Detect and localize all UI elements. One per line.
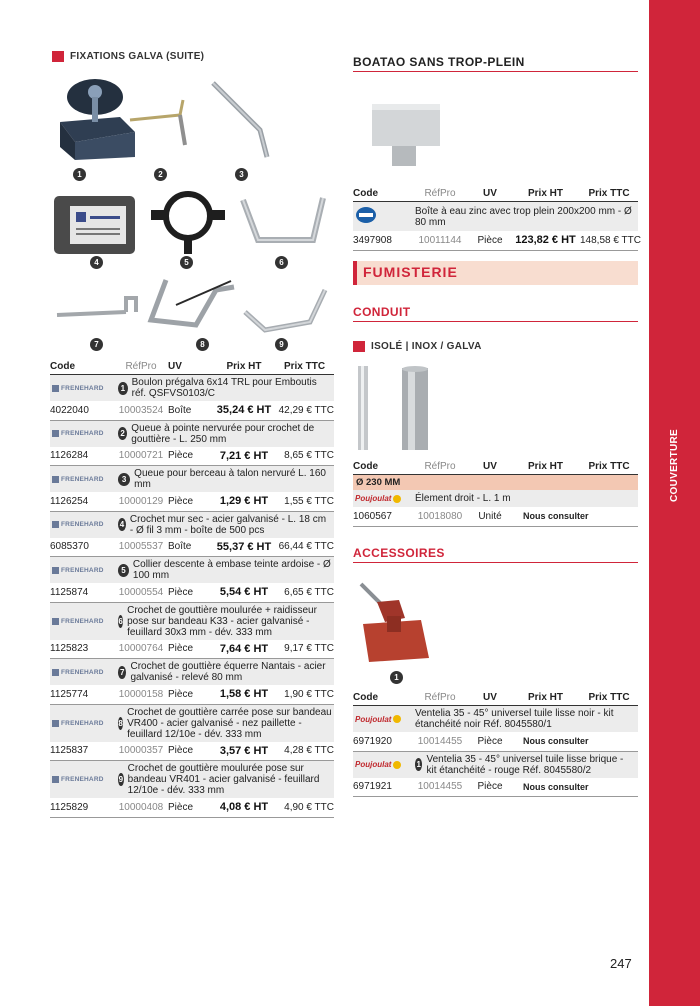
table-header — [353, 690, 638, 706]
price-ttc: 1,55 € TTC — [275, 492, 334, 511]
table-row — [50, 375, 334, 402]
price-ht: 7,21 € HT — [213, 447, 275, 466]
product-uv: Pièce — [168, 685, 213, 704]
page-number: 247 — [610, 956, 632, 971]
item-number-badge: 2 — [118, 427, 127, 440]
product-code: 6971920 — [353, 732, 411, 751]
brand-mark-icon — [52, 521, 59, 528]
table-row — [50, 761, 334, 799]
product-description — [114, 466, 334, 493]
price-ht: 55,37 € HT — [213, 538, 275, 557]
col-ref: RéfPro — [114, 359, 168, 375]
price-consult: Nous consulter — [511, 732, 638, 751]
table-row — [353, 202, 638, 232]
table-row — [353, 507, 638, 526]
col-uv: UV — [168, 359, 213, 375]
badge-2: 2 — [154, 168, 167, 181]
col-ttc: Prix TTC — [580, 186, 638, 202]
product-code: 1125874 — [50, 583, 114, 602]
table-row — [353, 490, 638, 507]
brand-name: Poujoulat — [355, 494, 392, 503]
brand-mark-icon — [52, 476, 59, 483]
product-uv: Boîte — [168, 401, 213, 420]
table-row — [50, 511, 334, 538]
brand-name: FRENEHARD — [61, 617, 104, 625]
boatao-photo — [370, 102, 442, 168]
brand-logo — [353, 202, 411, 232]
table-row — [50, 447, 334, 466]
table-row — [50, 704, 334, 742]
product-photo-3 — [205, 75, 285, 165]
product-uv: Pièce — [168, 798, 213, 817]
brand-mark-icon — [52, 776, 59, 783]
sun-icon — [393, 761, 401, 769]
badge-8: 8 — [196, 338, 209, 351]
col-ttc: Prix TTC — [580, 459, 638, 475]
brand-name: Poujoulat — [355, 714, 392, 724]
product-ref: 10000129 — [114, 492, 168, 511]
brand-mark-icon — [52, 669, 59, 676]
col-ht: Prix HT — [213, 359, 275, 375]
brand-mark-icon — [52, 567, 59, 574]
price-ht: 3,57 € HT — [213, 742, 275, 761]
col-uv: UV — [469, 690, 511, 706]
col-uv: UV — [469, 459, 511, 475]
product-description — [114, 557, 334, 584]
sun-icon — [393, 715, 401, 723]
product-code: 1125823 — [50, 640, 114, 659]
product-uv: Boîte — [168, 538, 213, 557]
product-description — [114, 659, 334, 686]
product-photo-5 — [143, 186, 233, 256]
product-code: 1125774 — [50, 685, 114, 704]
conduit-subhead-text: ISOLÉ | INOX / GALVA — [371, 341, 482, 352]
product-code: 1060567 — [353, 507, 411, 526]
table-row — [50, 685, 334, 704]
brand-name: FRENEHARD — [61, 475, 104, 483]
product-description-text: Boulon prégalva 6x14 TRL pour Emboutis réf. QSFVS0103/C — [131, 377, 317, 399]
product-code: 1125837 — [50, 742, 114, 761]
product-code: 1125829 — [50, 798, 114, 817]
brand-mark-icon — [52, 720, 59, 727]
product-code: 1126284 — [50, 447, 114, 466]
product-uv: Pièce — [469, 778, 511, 797]
product-uv: Pièce — [168, 640, 213, 659]
col-code: Code — [353, 690, 411, 706]
item-number-badge: 1 — [416, 760, 421, 769]
accessoire-photo — [355, 576, 435, 668]
col-ttc: Prix TTC — [275, 359, 334, 375]
table-row — [50, 742, 334, 761]
brand-logo — [50, 375, 114, 402]
brand-name: FRENEHARD — [61, 521, 104, 528]
badge-7: 7 — [90, 338, 103, 351]
brand-logo — [353, 490, 411, 507]
col-uv: UV — [469, 186, 511, 202]
col-ht: Prix HT — [511, 459, 580, 475]
product-description — [114, 420, 334, 447]
col-ttc: Prix TTC — [580, 690, 638, 706]
group-label: Ø 230 MM — [353, 475, 638, 491]
table-row — [50, 798, 334, 817]
red-square-icon — [353, 341, 365, 352]
price-ttc: 1,90 € TTC — [275, 685, 334, 704]
badge-accessoire: 1 — [390, 671, 403, 684]
brand-name: FRENEHARD — [61, 430, 104, 437]
brand-logo — [50, 761, 114, 799]
brand-name: FRENEHARD — [61, 668, 104, 676]
product-photo-6 — [238, 190, 328, 255]
brand-logo — [50, 557, 114, 584]
product-code: 6971921 — [353, 778, 411, 797]
table-row — [50, 420, 334, 447]
table-row — [50, 492, 334, 511]
fumisterie-banner: FUMISTERIE — [353, 261, 638, 285]
product-ref: 10000721 — [114, 447, 168, 466]
red-square-icon — [52, 51, 64, 62]
product-uv: Unité — [469, 507, 511, 526]
fixations-table — [50, 359, 334, 818]
brand-logo — [50, 466, 114, 493]
side-tab-label — [649, 400, 700, 530]
table-header — [353, 459, 638, 475]
col-code: Code — [50, 359, 114, 375]
product-description — [411, 751, 638, 778]
product-photo-9 — [240, 282, 330, 337]
price-ht: 5,54 € HT — [213, 583, 275, 602]
product-description — [411, 706, 638, 733]
table-row — [50, 538, 334, 557]
badge-3: 3 — [235, 168, 248, 181]
product-description-text: Queue à pointe nervurée pour crochet de gouttière - L. 250 mm — [131, 422, 315, 445]
side-tab-text: COUVERTURE — [669, 428, 681, 502]
conduit-table — [353, 459, 638, 527]
product-code: 3497908 — [353, 231, 411, 250]
product-description-text: Crochet mur sec - acier galvanisé - L. 18 cm - Ø fil 3 mm - boîte de 500 pcs — [129, 513, 327, 536]
col-code: Code — [353, 186, 411, 202]
sun-icon — [393, 495, 401, 503]
price-ttc: 6,65 € TTC — [275, 583, 334, 602]
price-ttc: 148,58 € TTC — [580, 231, 638, 250]
item-number-badge: 5 — [118, 564, 129, 577]
product-uv: Pièce — [168, 492, 213, 511]
table-row — [50, 583, 334, 602]
price-ht: 1,29 € HT — [213, 492, 275, 511]
brand-logo — [353, 706, 411, 733]
conduit-subheading — [353, 341, 482, 352]
brand-logo — [50, 420, 114, 447]
product-description-text: Crochet de gouttière moulurée pose sur bandeau VR401 - acier galvanisé - feuillard 12/10e - dév. 333 mm — [127, 763, 320, 796]
boatao-title: BOATAO SANS TROP-PLEIN — [353, 55, 638, 72]
price-ttc: 66,44 € TTC — [275, 538, 334, 557]
product-description-text: Crochet de gouttière moulurée + raidisseur pose sur bandeau K33 - acier galvanisé - feuillard 30x3 mm - dév. 333 mm — [127, 604, 317, 638]
conduit-title: CONDUIT — [353, 305, 638, 322]
product-ref: 10014455 — [411, 732, 469, 751]
brand-logo — [353, 751, 411, 778]
product-ref: 10000357 — [114, 742, 168, 761]
product-description-text: Collier descente à embase teinte ardoise - Ø 100 mm — [132, 559, 331, 581]
price-ttc: 8,65 € TTC — [275, 447, 334, 466]
price-ht: 35,24 € HT — [213, 401, 275, 420]
brand-logo — [50, 659, 114, 686]
table-row — [353, 706, 638, 733]
product-uv: Pièce — [469, 231, 511, 250]
col-ref: RéfPro — [411, 690, 469, 706]
item-number-badge: 9 — [118, 775, 124, 784]
brand-logo — [50, 511, 114, 538]
price-consult: Nous consulter — [511, 778, 638, 797]
product-ref: 10000764 — [114, 640, 168, 659]
product-description: Élement droit - L. 1 m — [411, 490, 638, 507]
product-description-text: Queue pour berceau à talon nervuré L. 160 mm — [134, 468, 326, 490]
item-number-badge: 3 — [118, 473, 130, 486]
product-ref: 10018080 — [411, 507, 469, 526]
item-number-badge: 6 — [118, 616, 123, 626]
col-ref: RéfPro — [411, 186, 469, 202]
item-number-badge: 1 — [118, 382, 128, 395]
price-ttc: 42,29 € TTC — [275, 401, 334, 420]
table-header — [353, 186, 638, 202]
group-row — [353, 475, 638, 491]
table-row — [50, 401, 334, 420]
product-photo-8 — [146, 275, 238, 335]
product-uv: Pièce — [168, 742, 213, 761]
product-description-text: Ventelia 35 - 45° universel tuile lisse brique - kit étanchéité - rouge Réf. 8045580/2 — [426, 753, 624, 776]
product-ref: 10014455 — [411, 778, 469, 797]
product-photo-4 — [52, 192, 137, 257]
item-number-badge: 8 — [118, 718, 123, 728]
badge-4: 4 — [90, 256, 103, 269]
product-ref: 10000554 — [114, 583, 168, 602]
brand-mark-icon — [52, 385, 59, 392]
brand-mark-icon — [52, 618, 59, 625]
badge-6: 6 — [275, 256, 288, 269]
item-number-badge: 7 — [118, 666, 126, 679]
product-description-text: Crochet de gouttière carrée pose sur bandeau VR400 - acier galvanisé - nez paillette - feuillard 12/10e - dév. 333 mm — [127, 706, 332, 740]
table-row — [50, 659, 334, 686]
product-photo-7 — [54, 290, 144, 335]
accessoires-table — [353, 690, 638, 797]
price-ht: 1,58 € HT — [213, 685, 275, 704]
product-description — [114, 375, 334, 402]
table-row — [353, 778, 638, 797]
table-row — [50, 466, 334, 493]
product-description — [114, 511, 334, 538]
price-consult: Nous consulter — [511, 507, 638, 526]
table-header — [50, 359, 334, 375]
product-uv: Pièce — [168, 583, 213, 602]
product-code: 4022040 — [50, 401, 114, 420]
badge-5: 5 — [180, 256, 193, 269]
brand-name: FRENEHARD — [61, 719, 104, 727]
accessoires-title: ACCESSOIRES — [353, 546, 638, 563]
section-title: FIXATIONS GALVA (SUITE) — [70, 51, 205, 62]
boatao-table — [353, 186, 641, 251]
section-heading-fixations — [52, 51, 204, 62]
table-row — [50, 602, 334, 640]
price-ttc: 9,17 € TTC — [275, 640, 334, 659]
item-number-badge: 4 — [119, 520, 125, 529]
col-ht: Prix HT — [511, 186, 580, 202]
product-description-text: Crochet de gouttière équerre Nantais - acier galvanisé - relevé 80 mm — [130, 661, 326, 683]
product-uv: Pièce — [469, 732, 511, 751]
product-uv: Pièce — [168, 447, 213, 466]
product-description — [114, 761, 334, 799]
product-code: 6085370 — [50, 538, 114, 557]
table-row — [353, 751, 638, 778]
product-ref: 10003524 — [114, 401, 168, 420]
product-description — [114, 704, 334, 742]
product-description — [114, 602, 334, 640]
col-ht: Prix HT — [511, 690, 580, 706]
conduit-photo — [352, 362, 442, 452]
brand-name: FRENEHARD — [61, 776, 104, 783]
product-ref: 10000408 — [114, 798, 168, 817]
brand-name: FRENEHARD — [61, 384, 104, 392]
brand-mark-icon — [52, 430, 59, 437]
table-row — [50, 640, 334, 659]
price-ht: 123,82 € HT — [511, 231, 580, 250]
table-row — [353, 231, 638, 250]
table-row — [353, 732, 638, 751]
price-ttc: 4,90 € TTC — [275, 798, 334, 817]
badge-1: 1 — [73, 168, 86, 181]
product-code: 1126254 — [50, 492, 114, 511]
product-photo-2 — [125, 90, 195, 160]
brand-logo — [50, 602, 114, 640]
product-description: Boîte à eau zinc avec trop plein 200x200 mm - Ø 80 mm — [411, 202, 638, 232]
col-ref: RéfPro — [411, 459, 469, 475]
brand-name: FRENEHARD — [61, 566, 104, 574]
table-row — [50, 557, 334, 584]
price-ttc: 4,28 € TTC — [275, 742, 334, 761]
brand-name: Poujoulat — [355, 760, 392, 769]
product-description-text: Ventelia 35 - 45° universel tuile lisse noir - kit étanchéité noir Réf. 8045580/1 — [415, 708, 614, 730]
brand-logo — [50, 704, 114, 742]
price-ht: 7,64 € HT — [213, 640, 275, 659]
col-code: Code — [353, 459, 411, 475]
price-ht: 4,08 € HT — [213, 798, 275, 817]
product-ref: 10005537 — [114, 538, 168, 557]
badge-9: 9 — [275, 338, 288, 351]
product-ref: 10000158 — [114, 685, 168, 704]
product-ref: 10011144 — [411, 231, 469, 250]
